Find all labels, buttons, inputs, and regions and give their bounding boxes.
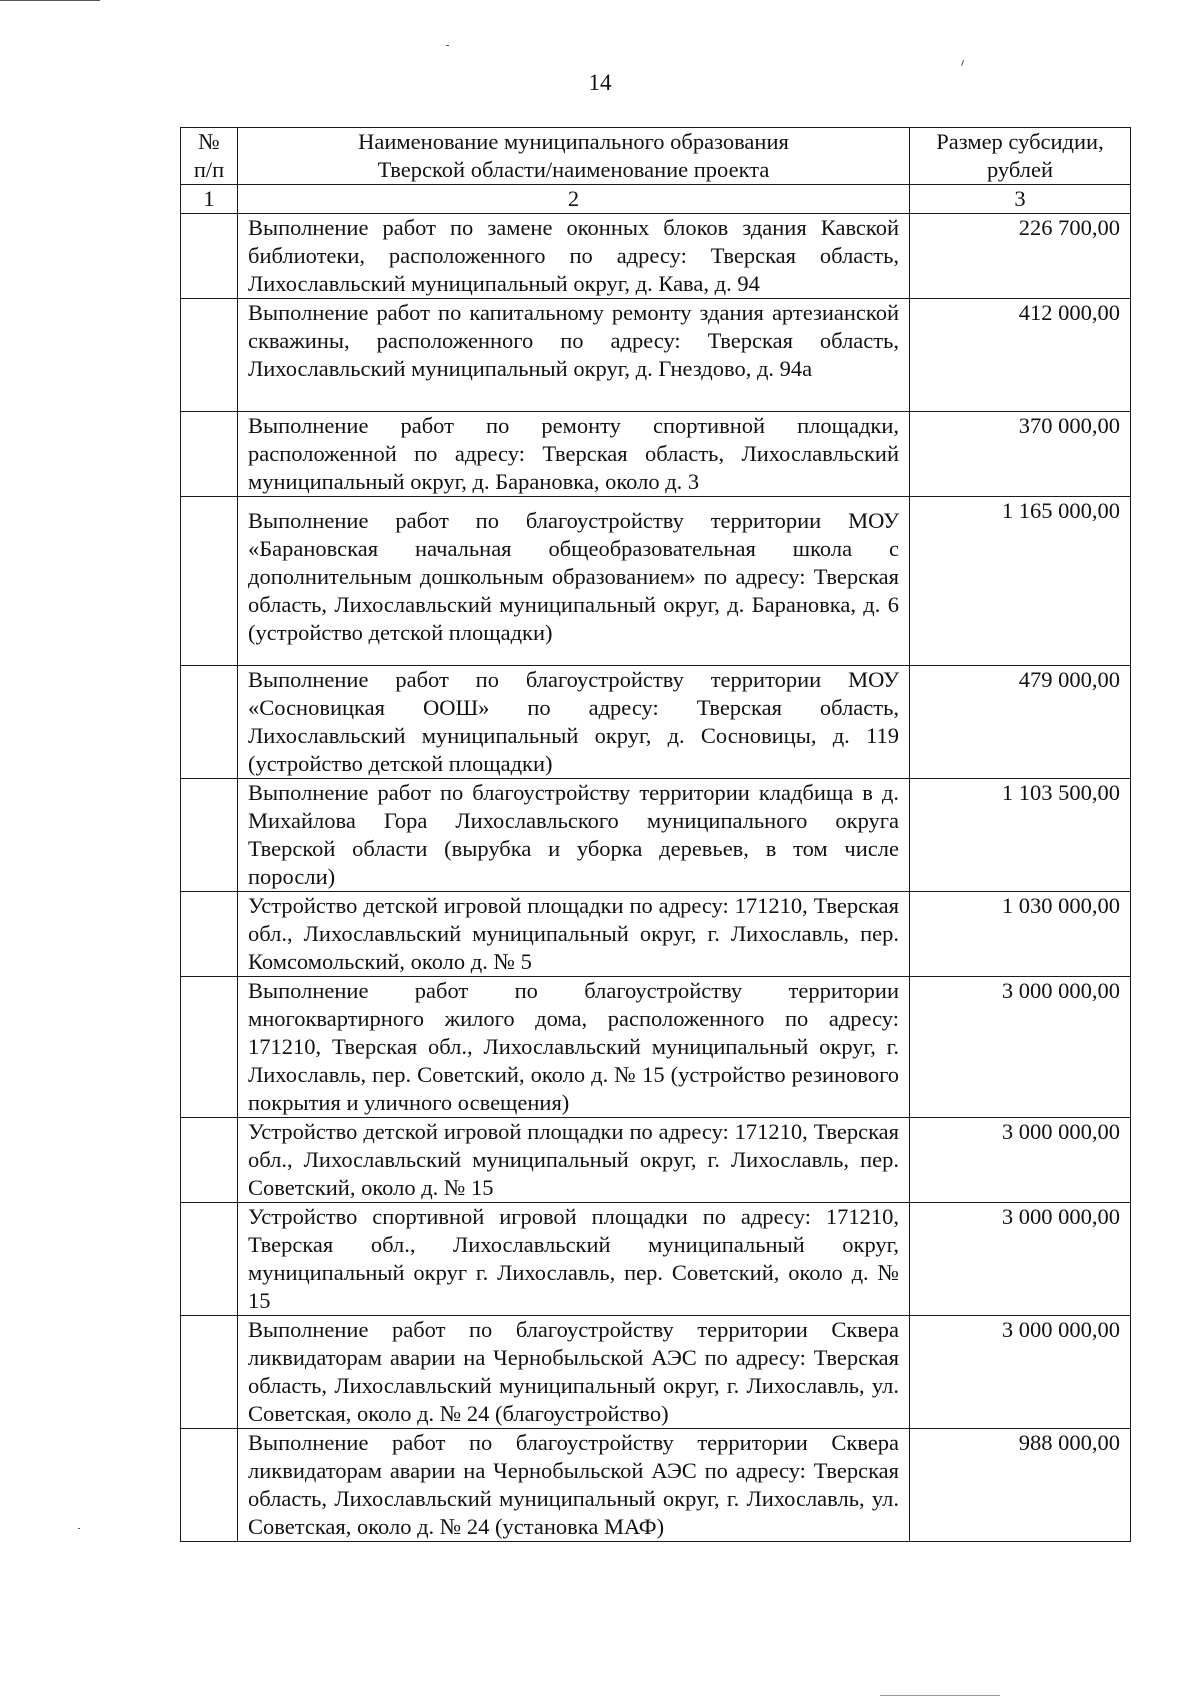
column-number: 2 [238, 185, 910, 214]
column-number: 3 [910, 185, 1131, 214]
scan-edge-line-bottom [880, 1695, 1000, 1696]
row-description: Выполнение работ по благоустройству территории многоквартирного жилого дома, расположенного по адресу: 171210, Тверская обл., Лихославльский муниципальный округ, г. Лихославль, пер. Советский, около д. № 15 (устройство резинового покрытия и уличного освещения) [238, 977, 910, 1118]
table-row [181, 497, 1131, 666]
row-amount: 1 165 000,00 [910, 497, 1131, 666]
row-description: Устройство детской игровой площадки по адресу: 171210, Тверская обл., Лихославльский муниципальный округ, г. Лихославль, пер. Советский, около д. № 15 [238, 1118, 910, 1203]
row-description: Выполнение работ по благоустройству территории кладбища в д. Михайлова Гора Лихославльского муниципального округа Тверской области (вырубка и уборка деревьев, в том числе поросли) [238, 779, 910, 892]
row-amount: 3 000 000,00 [910, 977, 1131, 1118]
row-description: Устройство детской игровой площадки по адресу: 171210, Тверская обл., Лихославльский муниципальный округ, г. Лихославль, пер. Комсомольский, около д. № 5 [238, 892, 910, 977]
scan-tick [961, 60, 964, 66]
row-amount: 1 030 000,00 [910, 892, 1131, 977]
row-amount: 988 000,00 [910, 1429, 1131, 1542]
row-index [181, 1203, 238, 1316]
row-amount: 226 700,00 [910, 214, 1131, 299]
row-amount: 3 000 000,00 [910, 1316, 1131, 1429]
header-name [238, 128, 910, 185]
page-number: 14 [588, 70, 612, 95]
table-row [181, 1316, 1131, 1429]
row-description: Выполнение работ по замене оконных блоков здания Кавской библиотеки, расположенного по адресу: Тверская область, Лихославльский муниципальный округ, д. Кава, д. 94 [238, 214, 910, 299]
row-amount: 370 000,00 [910, 412, 1131, 497]
header-number-line1: № [198, 129, 220, 154]
header-name-line1: Наименование муниципального образования [358, 129, 789, 154]
row-description: Выполнение работ по благоустройству территории Сквера ликвидаторам аварии на Чернобыльской АЭС по адресу: Тверская область, Лихославльский муниципальный округ, г. Лихославль, ул. Советская, около д. № 24 (установка МАФ) [238, 1429, 910, 1542]
row-description: Выполнение работ по благоустройству территории Сквера ликвидаторам аварии на Чернобыльской АЭС по адресу: Тверская область, Лихославльский муниципальный округ, г. Лихославль, ул. Советская, около д. № 24 (благоустройство) [238, 1316, 910, 1429]
row-description: Выполнение работ по благоустройству территории МОУ «Сосновицкая ООШ» по адресу: Тверская область, Лихославльский муниципальный округ, д. Сосновицы, д. 119 (устройство детской площадки) [238, 666, 910, 779]
header-amount [910, 128, 1131, 185]
table-row [181, 977, 1131, 1118]
table-row [181, 1118, 1131, 1203]
row-index [181, 977, 238, 1118]
row-index [181, 1316, 238, 1429]
subsidy-table [180, 127, 1131, 1542]
row-index [181, 1118, 238, 1203]
row-amount: 1 103 500,00 [910, 779, 1131, 892]
scan-edge-line-top [0, 0, 100, 1]
row-index [181, 1429, 238, 1542]
table-row [181, 299, 1131, 412]
row-amount: 3 000 000,00 [910, 1203, 1131, 1316]
row-index [181, 892, 238, 977]
row-amount: 479 000,00 [910, 666, 1131, 779]
header-amount-line1: Размер субсидии, [936, 129, 1104, 154]
scan-dot [446, 45, 449, 46]
row-amount: 412 000,00 [910, 299, 1131, 412]
header-number [181, 128, 238, 185]
column-number: 1 [181, 185, 238, 214]
scan-dot [78, 1528, 80, 1529]
header-amount-line2: рублей [986, 157, 1054, 182]
row-index [181, 299, 238, 412]
table-row [181, 214, 1131, 299]
table-row [181, 412, 1131, 497]
row-description: Выполнение работ по ремонту спортивной площадки, расположенной по адресу: Тверская область, Лихославльский муниципальный округ, д. Барановка, около д. 3 [238, 412, 910, 497]
row-index [181, 779, 238, 892]
table-row [181, 1203, 1131, 1316]
row-index [181, 214, 238, 299]
row-description: Выполнение работ по капитальному ремонту здания артезианской скважины, расположенного по адресу: Тверская область, Лихославльский муниципальный округ, д. Гнездово, д. 94а [238, 299, 910, 412]
table-row [181, 1429, 1131, 1542]
row-description: Выполнение работ по благоустройству территории МОУ «Барановская начальная общеобразовательная школа с дополнительным дошкольным образованием» по адресу: Тверская область, Лихославльский муниципальный округ, д. Барановка, д. 6 (устройство детской площадки) [238, 497, 910, 666]
table-header-row [181, 128, 1131, 185]
row-index [181, 497, 238, 666]
row-index [181, 666, 238, 779]
table-row [181, 666, 1131, 779]
row-description: Устройство спортивной игровой площадки по адресу: 171210, Тверская обл., Лихославльский муниципальный округ, муниципальный округ г. Лихославль, пер. Советский, около д. № 15 [238, 1203, 910, 1316]
header-name-line2: Тверской области/наименование проекта [377, 157, 770, 182]
table-row [181, 892, 1131, 977]
row-amount: 3 000 000,00 [910, 1118, 1131, 1203]
column-number-row [181, 185, 1131, 214]
row-index [181, 412, 238, 497]
header-number-line2: п/п [193, 157, 225, 182]
table-row [181, 779, 1131, 892]
